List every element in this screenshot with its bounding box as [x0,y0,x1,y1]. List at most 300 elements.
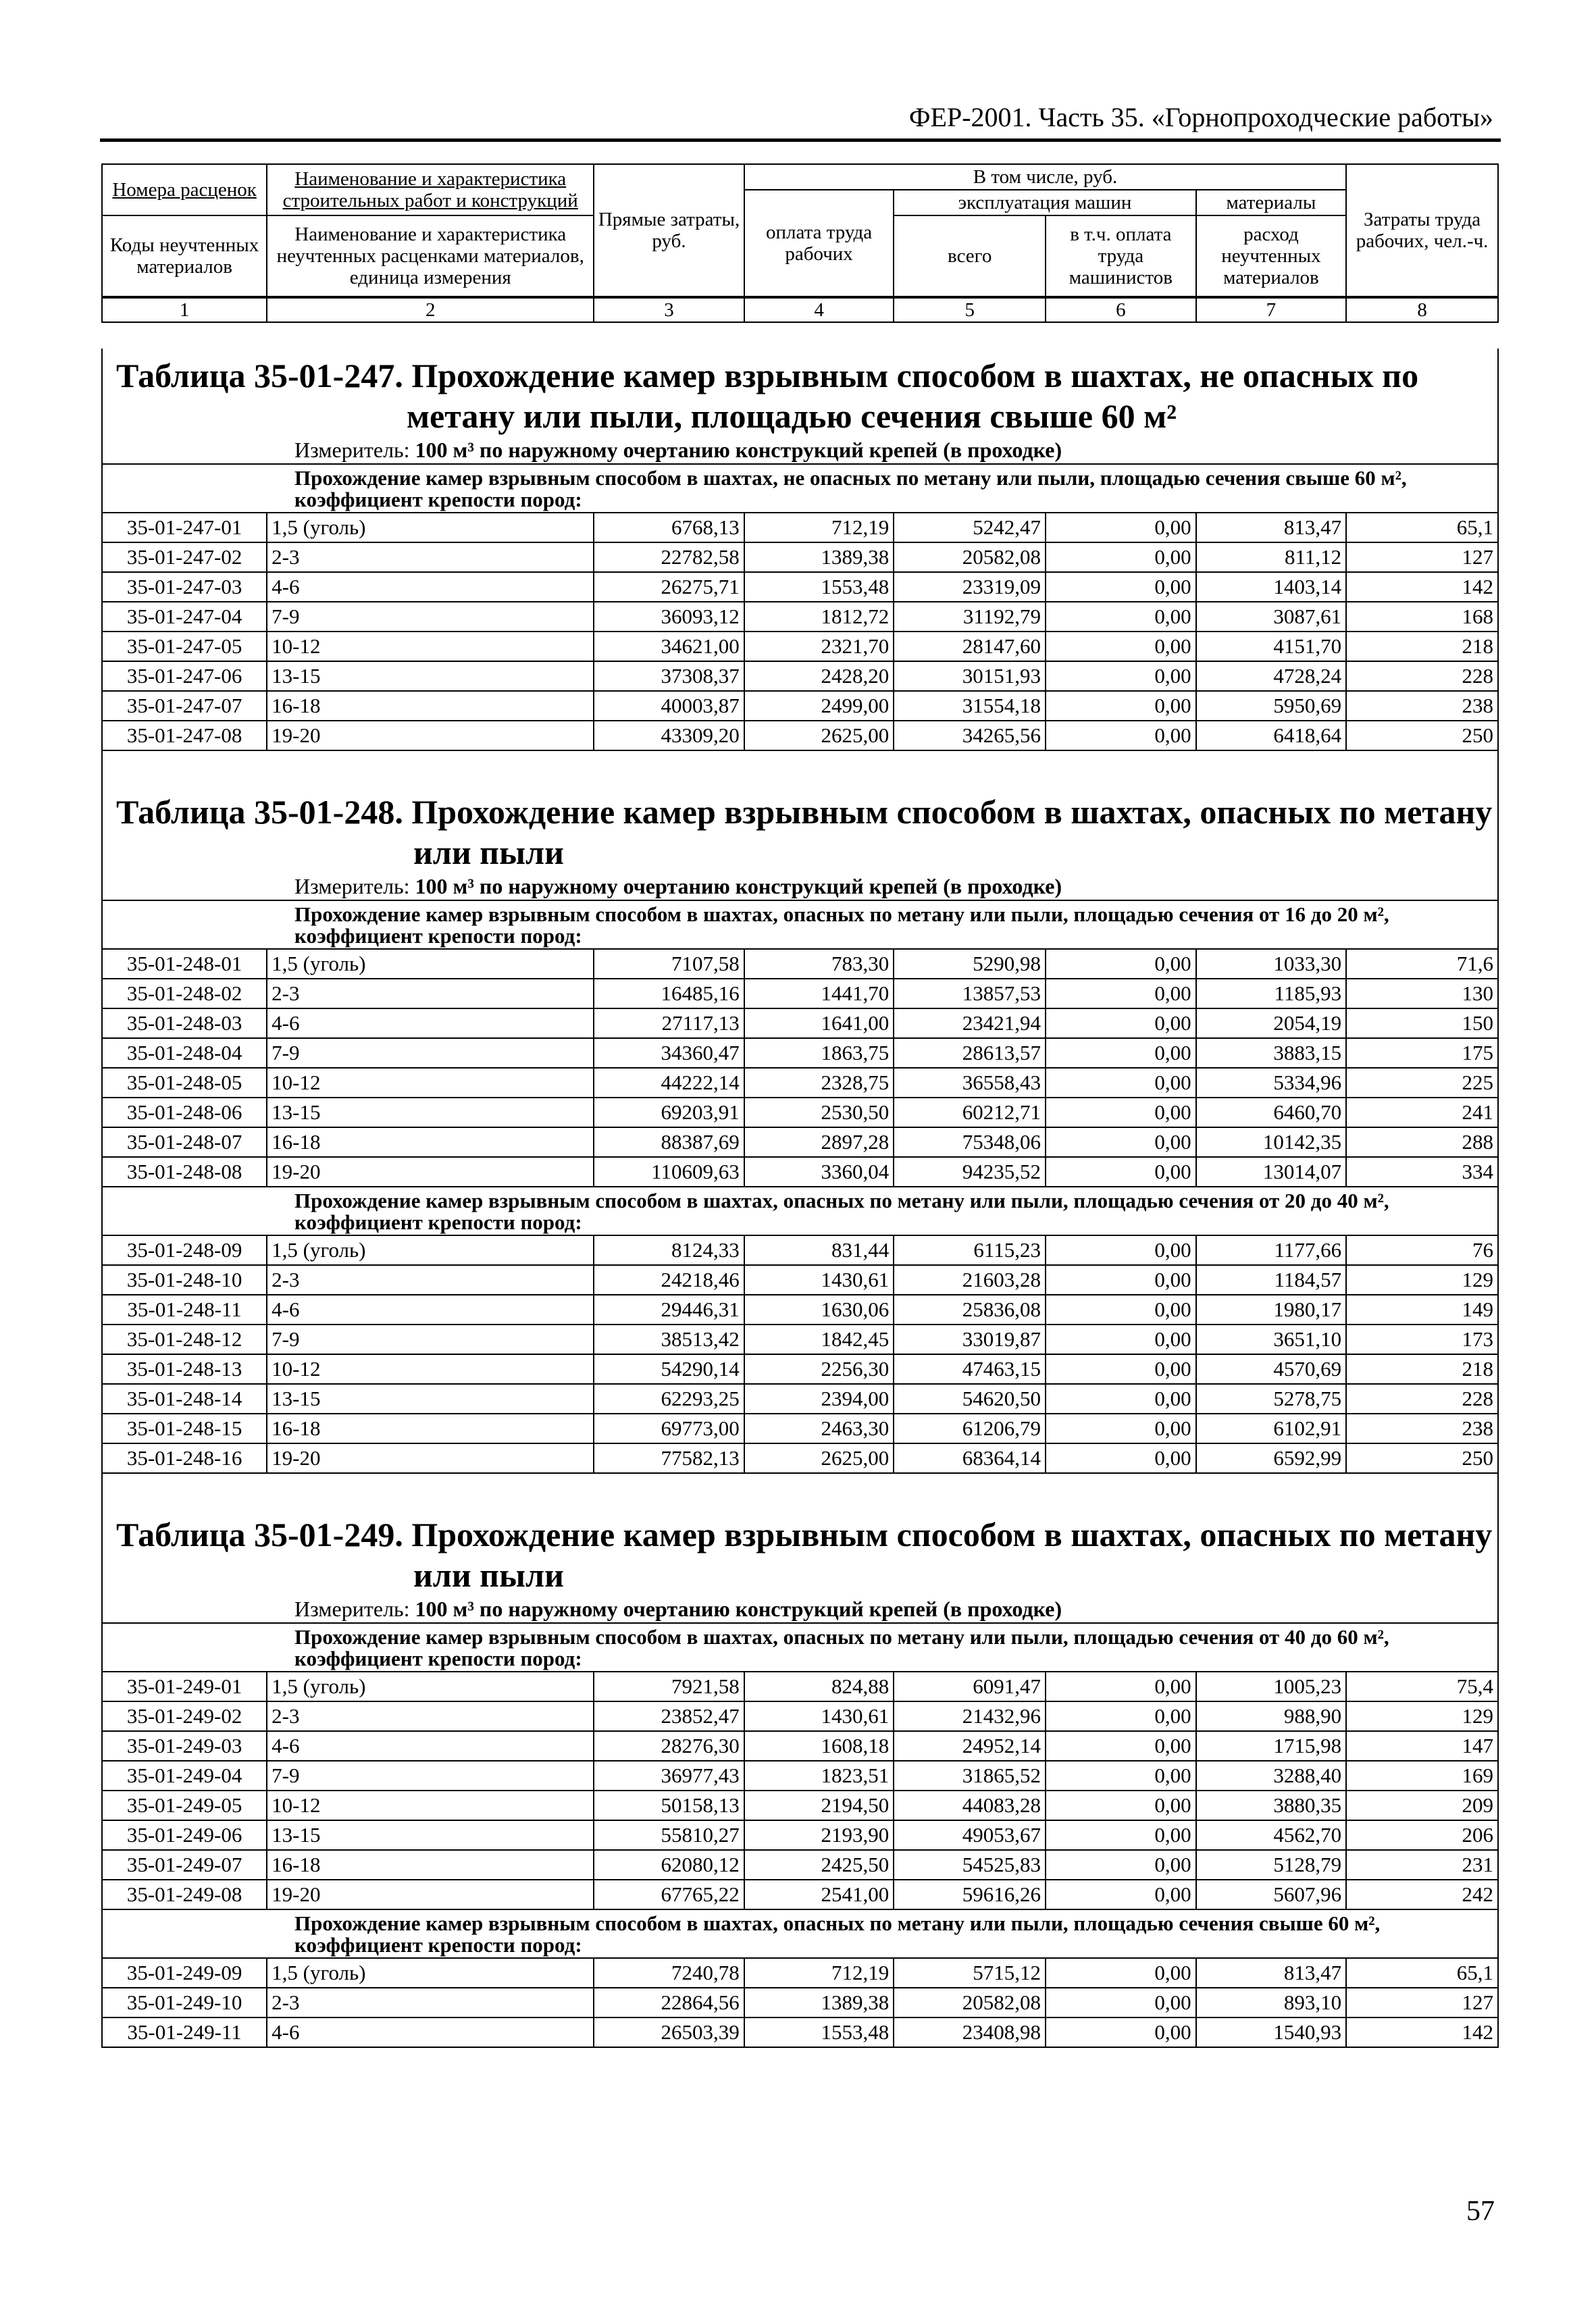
unaccounted-materials-cell: 4562,70 [1196,1820,1347,1850]
section-subtitle: Прохождение камер взрывным способом в шахтах, не опасных по метану или пыли, площадью сечения свыше 60 м², коэффициент крепости пород: [102,464,1498,513]
rock-hardness-cell: 16-18 [267,1127,594,1157]
operator-pay-cell: 0,00 [1046,1672,1196,1701]
rate-code-cell: 35-01-248-04 [102,1038,267,1068]
direct-costs-cell: 23852,47 [594,1701,744,1731]
rock-hardness-cell: 16-18 [267,1414,594,1443]
unaccounted-materials-cell: 6592,99 [1196,1443,1347,1473]
column-number: 7 [1196,298,1347,322]
unaccounted-materials-cell: 5334,96 [1196,1068,1347,1098]
operator-pay-cell: 0,00 [1046,602,1196,632]
operator-pay-cell: 0,00 [1046,721,1196,750]
operator-pay-cell: 0,00 [1046,1127,1196,1157]
column-number: 6 [1046,298,1196,322]
page-number: 57 [1466,2196,1495,2227]
labor-costs-cell: 238 [1346,691,1498,721]
direct-costs-cell: 28276,30 [594,1731,744,1761]
column-number: 8 [1346,298,1498,322]
rate-code-cell: 35-01-248-12 [102,1325,267,1354]
direct-costs-cell: 69203,91 [594,1098,744,1127]
unaccounted-materials-cell: 988,90 [1196,1701,1347,1731]
machines-total-cell: 5715,12 [894,1958,1046,1988]
labor-costs-cell: 129 [1346,1701,1498,1731]
rate-code-cell: 35-01-249-11 [102,2017,267,2047]
direct-costs-cell: 8124,33 [594,1235,744,1265]
direct-costs-cell: 88387,69 [594,1127,744,1157]
measure-value: 100 м³ по наружному очертанию конструкций крепей (в проходке) [415,438,1062,462]
rate-code-cell: 35-01-247-07 [102,691,267,721]
direct-costs-cell: 43309,20 [594,721,744,750]
worker-pay-cell: 2625,00 [744,721,894,750]
machines-total-cell: 6091,47 [894,1672,1046,1701]
rate-code-cell: 35-01-249-07 [102,1850,267,1880]
machines-total-cell: 6115,23 [894,1235,1046,1265]
operator-pay-cell: 0,00 [1046,1791,1196,1820]
direct-costs-cell: 7107,58 [594,949,744,979]
rock-hardness-cell: 13-15 [267,1384,594,1414]
rate-code-cell: 35-01-248-14 [102,1384,267,1414]
operator-pay-cell: 0,00 [1046,1354,1196,1384]
rock-hardness-cell: 19-20 [267,721,594,750]
machines-total-cell: 28613,57 [894,1038,1046,1068]
machines-total-cell: 68364,14 [894,1443,1046,1473]
operator-pay-cell: 0,00 [1046,691,1196,721]
measure-value: 100 м³ по наружному очертанию конструкций крепей (в проходке) [415,874,1062,898]
machines-total-cell: 31192,79 [894,602,1046,632]
worker-pay-cell: 1608,18 [744,1731,894,1761]
column-number-row [101,297,1499,323]
labor-costs-cell: 250 [1346,1443,1498,1473]
direct-costs-cell: 110609,63 [594,1157,744,1187]
rate-table-block [101,349,1499,751]
labor-costs-cell: 218 [1346,1354,1498,1384]
unaccounted-materials-cell: 3880,35 [1196,1791,1347,1820]
operator-pay-cell: 0,00 [1046,1384,1196,1414]
direct-costs-cell: 7921,58 [594,1672,744,1701]
table-title-line: Таблица 35-01-248. Прохождение камер взрывным способом в шахтах, опасных по метану [116,793,1493,831]
rock-hardness-cell: 4-6 [267,1008,594,1038]
unaccounted-materials-cell: 1177,66 [1196,1235,1347,1265]
unaccounted-materials-cell: 1540,93 [1196,2017,1347,2047]
operator-pay-cell: 0,00 [1046,2017,1196,2047]
worker-pay-cell: 1430,61 [744,1701,894,1731]
table-row [102,1098,1498,1127]
rock-hardness-cell: 2-3 [267,1701,594,1731]
worker-pay-cell: 1430,61 [744,1265,894,1295]
direct-costs-cell: 69773,00 [594,1414,744,1443]
labor-costs-cell: 206 [1346,1820,1498,1850]
operator-pay-cell: 0,00 [1046,1414,1196,1443]
rate-table-block [101,751,1499,1474]
table-title [103,785,1497,873]
measure-label: Измеритель: [294,438,415,462]
machines-total-cell: 31865,52 [894,1761,1046,1791]
unaccounted-materials-cell: 813,47 [1196,1958,1347,1988]
unaccounted-materials-cell: 1184,57 [1196,1265,1347,1295]
rock-hardness-cell: 7-9 [267,1761,594,1791]
machines-total-cell: 61206,79 [894,1414,1046,1443]
worker-pay-cell: 2425,50 [744,1850,894,1880]
header-materials: материалы [1196,190,1347,215]
machines-total-cell: 49053,67 [894,1820,1046,1850]
rate-code-cell: 35-01-247-05 [102,632,267,661]
table-row [102,979,1498,1008]
table-row [102,542,1498,572]
operator-pay-cell: 0,00 [1046,1008,1196,1038]
table-row [102,1354,1498,1384]
unaccounted-materials-cell: 5278,75 [1196,1384,1347,1414]
header-unaccounted-materials: расход неучтенных материалов [1196,215,1347,297]
table-row [102,1761,1498,1791]
unaccounted-materials-cell: 3651,10 [1196,1325,1347,1354]
table-row [102,1701,1498,1731]
header-labor-costs: Затраты труда рабочих, чел.-ч. [1346,164,1498,297]
operator-pay-cell: 0,00 [1046,513,1196,542]
unaccounted-materials-cell: 3288,40 [1196,1761,1347,1791]
header-direct-costs: Прямые затраты, руб. [594,164,744,297]
rock-hardness-cell: 4-6 [267,1295,594,1325]
labor-costs-cell: 334 [1346,1157,1498,1187]
labor-costs-cell: 175 [1346,1038,1498,1068]
rate-code-cell: 35-01-248-05 [102,1068,267,1098]
labor-costs-cell: 142 [1346,2017,1498,2047]
unaccounted-materials-cell: 6102,91 [1196,1414,1347,1443]
direct-costs-cell: 34621,00 [594,632,744,661]
labor-costs-cell: 228 [1346,661,1498,691]
rate-code-cell: 35-01-248-11 [102,1295,267,1325]
operator-pay-cell: 0,00 [1046,1731,1196,1761]
rate-code-cell: 35-01-248-03 [102,1008,267,1038]
unaccounted-materials-cell: 893,10 [1196,1988,1347,2017]
labor-costs-cell: 173 [1346,1325,1498,1354]
rate-code-cell: 35-01-249-06 [102,1820,267,1850]
rate-code-cell: 35-01-249-03 [102,1731,267,1761]
machines-total-cell: 21603,28 [894,1265,1046,1295]
header-rate-numbers: Номера расценок [102,164,267,215]
machines-total-cell: 13857,53 [894,979,1046,1008]
unaccounted-materials-cell: 3883,15 [1196,1038,1347,1068]
table-row [102,602,1498,632]
direct-costs-cell: 29446,31 [594,1295,744,1325]
machines-total-cell: 94235,52 [894,1157,1046,1187]
direct-costs-cell: 34360,47 [594,1038,744,1068]
header-work-name: Наименование и характеристика строительных работ и конструкций [267,164,594,215]
table-row [102,1880,1498,1909]
unaccounted-materials-cell: 10142,35 [1196,1127,1347,1157]
operator-pay-cell: 0,00 [1046,1820,1196,1850]
header-rule [100,138,1501,142]
rate-code-cell: 35-01-248-08 [102,1157,267,1187]
direct-costs-cell: 44222,14 [594,1068,744,1098]
section-subtitle: Прохождение камер взрывным способом в шахтах, опасных по метану или пыли, площадью сечения от 16 до 20 м², коэффициент крепости пород: [102,900,1498,949]
unaccounted-materials-cell: 6460,70 [1196,1098,1347,1127]
machines-total-cell: 59616,26 [894,1880,1046,1909]
worker-pay-cell: 2194,50 [744,1791,894,1820]
rock-hardness-cell: 1,5 (уголь) [267,1235,594,1265]
labor-costs-cell: 76 [1346,1235,1498,1265]
machines-total-cell: 54620,50 [894,1384,1046,1414]
table-row [102,1414,1498,1443]
rock-hardness-cell: 13-15 [267,1820,594,1850]
worker-pay-cell: 2499,00 [744,691,894,721]
unaccounted-materials-cell: 1005,23 [1196,1672,1347,1701]
unaccounted-materials-cell: 1033,30 [1196,949,1347,979]
operator-pay-cell: 0,00 [1046,979,1196,1008]
header-machines-total: всего [894,215,1046,297]
table-measure-unit [103,436,1497,463]
rate-code-cell: 35-01-248-10 [102,1265,267,1295]
rock-hardness-cell: 4-6 [267,1731,594,1761]
operator-pay-cell: 0,00 [1046,1325,1196,1354]
unaccounted-materials-cell: 6418,64 [1196,721,1347,750]
worker-pay-cell: 2897,28 [744,1127,894,1157]
column-number: 1 [102,298,267,322]
machines-total-cell: 23319,09 [894,572,1046,602]
worker-pay-cell: 2463,30 [744,1414,894,1443]
table-row [102,1235,1498,1265]
table-title-line: метану или пыли, площадью сечения свыше 60 м² [407,397,1177,435]
column-number: 4 [744,298,894,322]
rate-code-cell: 35-01-248-06 [102,1098,267,1127]
table-row [102,1008,1498,1038]
table-title-line: или пыли [413,1556,564,1594]
measure-value: 100 м³ по наружному очертанию конструкций крепей (в проходке) [415,1597,1062,1621]
unaccounted-materials-cell: 1403,14 [1196,572,1347,602]
direct-costs-cell: 7240,78 [594,1958,744,1988]
labor-costs-cell: 65,1 [1346,513,1498,542]
rock-hardness-cell: 16-18 [267,1850,594,1880]
machines-total-cell: 44083,28 [894,1791,1046,1820]
table-title [103,349,1497,436]
operator-pay-cell: 0,00 [1046,1958,1196,1988]
labor-costs-cell: 242 [1346,1880,1498,1909]
tables-container [101,349,1499,2048]
rock-hardness-cell: 2-3 [267,542,594,572]
direct-costs-cell: 22782,58 [594,542,744,572]
machines-total-cell: 23421,94 [894,1008,1046,1038]
labor-costs-cell: 142 [1346,572,1498,602]
rock-hardness-cell: 19-20 [267,1443,594,1473]
table-row [102,1127,1498,1157]
worker-pay-cell: 2328,75 [744,1068,894,1098]
header-machine-operation: эксплуатация машин [894,190,1195,215]
rock-hardness-cell: 4-6 [267,572,594,602]
direct-costs-cell: 36093,12 [594,602,744,632]
labor-costs-cell: 231 [1346,1850,1498,1880]
unaccounted-materials-cell: 4151,70 [1196,632,1347,661]
worker-pay-cell: 1389,38 [744,1988,894,2017]
operator-pay-cell: 0,00 [1046,1443,1196,1473]
direct-costs-cell: 22864,56 [594,1988,744,2017]
direct-costs-cell: 62293,25 [594,1384,744,1414]
rate-code-cell: 35-01-248-16 [102,1443,267,1473]
direct-costs-cell: 54290,14 [594,1354,744,1384]
column-number: 3 [594,298,744,322]
table-row [102,1068,1498,1098]
rock-hardness-cell: 13-15 [267,661,594,691]
rate-code-cell: 35-01-247-03 [102,572,267,602]
machines-total-cell: 21432,96 [894,1701,1046,1731]
labor-costs-cell: 250 [1346,721,1498,750]
rate-code-cell: 35-01-248-07 [102,1127,267,1157]
worker-pay-cell: 2256,30 [744,1354,894,1384]
unaccounted-materials-cell: 4570,69 [1196,1354,1347,1384]
rate-code-cell: 35-01-249-01 [102,1672,267,1701]
table-row [102,721,1498,750]
labor-costs-cell: 65,1 [1346,1958,1498,1988]
rate-code-cell: 35-01-248-15 [102,1414,267,1443]
rate-code-cell: 35-01-248-01 [102,949,267,979]
header-including: В том числе, руб. [744,164,1346,190]
operator-pay-cell: 0,00 [1046,632,1196,661]
unaccounted-materials-cell: 5128,79 [1196,1850,1347,1880]
worker-pay-cell: 1553,48 [744,572,894,602]
table-row [102,1850,1498,1880]
labor-costs-cell: 127 [1346,1988,1498,2017]
worker-pay-cell: 2321,70 [744,632,894,661]
operator-pay-cell: 0,00 [1046,1068,1196,1098]
labor-costs-cell: 228 [1346,1384,1498,1414]
direct-costs-cell: 37308,37 [594,661,744,691]
direct-costs-cell: 38513,42 [594,1325,744,1354]
rate-code-cell: 35-01-248-02 [102,979,267,1008]
section-subtitle: Прохождение камер взрывным способом в шахтах, опасных по метану или пыли, площадью сечения от 40 до 60 м², коэффициент крепости пород: [102,1623,1498,1672]
worker-pay-cell: 1812,72 [744,602,894,632]
rock-hardness-cell: 10-12 [267,632,594,661]
unaccounted-materials-cell: 2054,19 [1196,1008,1347,1038]
direct-costs-cell: 55810,27 [594,1820,744,1850]
rate-code-cell: 35-01-247-08 [102,721,267,750]
unaccounted-materials-cell: 1980,17 [1196,1295,1347,1325]
table-measure-unit [103,1595,1497,1622]
rock-hardness-cell: 1,5 (уголь) [267,1958,594,1988]
rock-hardness-cell: 13-15 [267,1098,594,1127]
rock-hardness-cell: 2-3 [267,979,594,1008]
table-row [102,1325,1498,1354]
rate-table [101,900,1499,1474]
labor-costs-cell: 147 [1346,1731,1498,1761]
worker-pay-cell: 1863,75 [744,1038,894,1068]
machines-total-cell: 20582,08 [894,542,1046,572]
section-subtitle: Прохождение камер взрывным способом в шахтах, опасных по метану или пыли, площадью сечения от 20 до 40 м², коэффициент крепости пород: [102,1187,1498,1235]
header-unaccounted-material-names: Наименование и характеристика неучтенных расценками материалов, единица измерения [267,215,594,297]
machines-total-cell: 75348,06 [894,1127,1046,1157]
table-row [102,949,1498,979]
machines-total-cell: 20582,08 [894,1988,1046,2017]
machines-total-cell: 23408,98 [894,2017,1046,2047]
direct-costs-cell: 77582,13 [594,1443,744,1473]
machines-total-cell: 60212,71 [894,1098,1046,1127]
labor-costs-cell: 149 [1346,1295,1498,1325]
table-row [102,1157,1498,1187]
labor-costs-cell: 75,4 [1346,1672,1498,1701]
machines-total-cell: 30151,93 [894,661,1046,691]
section-subtitle: Прохождение камер взрывным способом в шахтах, опасных по метану или пыли, площадью сечения свыше 60 м², коэффициент крепости пород: [102,1909,1498,1958]
worker-pay-cell: 1389,38 [744,542,894,572]
operator-pay-cell: 0,00 [1046,542,1196,572]
table-row [102,1958,1498,1988]
unaccounted-materials-cell: 5607,96 [1196,1880,1347,1909]
worker-pay-cell: 1842,45 [744,1325,894,1354]
rate-code-cell: 35-01-249-05 [102,1791,267,1820]
rate-table [101,1622,1499,2048]
worker-pay-cell: 824,88 [744,1672,894,1701]
labor-costs-cell: 130 [1346,979,1498,1008]
operator-pay-cell: 0,00 [1046,661,1196,691]
table-title-line: Таблица 35-01-249. Прохождение камер взрывным способом в шахтах, опасных по метану [116,1516,1493,1553]
rate-table-block [101,1474,1499,2048]
worker-pay-cell: 1441,70 [744,979,894,1008]
machines-total-cell: 54525,83 [894,1850,1046,1880]
worker-pay-cell: 2428,20 [744,661,894,691]
page-header: ФЕР-2001. Часть 35. «Горнопроходческие работы» [908,102,1493,132]
labor-costs-cell: 225 [1346,1068,1498,1098]
rate-code-cell: 35-01-248-13 [102,1354,267,1384]
rate-code-cell: 35-01-249-09 [102,1958,267,1988]
table-title [103,1508,1497,1595]
table-row [102,1295,1498,1325]
machines-total-cell: 5290,98 [894,949,1046,979]
labor-costs-cell: 169 [1346,1761,1498,1791]
direct-costs-cell: 50158,13 [594,1791,744,1820]
operator-pay-cell: 0,00 [1046,572,1196,602]
rate-code-cell: 35-01-247-04 [102,602,267,632]
direct-costs-cell: 24218,46 [594,1265,744,1295]
machines-total-cell: 34265,56 [894,721,1046,750]
rate-code-cell: 35-01-247-06 [102,661,267,691]
rock-hardness-cell: 16-18 [267,691,594,721]
table-row [102,661,1498,691]
measure-label: Измеритель: [294,1597,415,1621]
table-row [102,1038,1498,1068]
table-row [102,513,1498,542]
table-row [102,632,1498,661]
worker-pay-cell: 2394,00 [744,1384,894,1414]
labor-costs-cell: 150 [1346,1008,1498,1038]
worker-pay-cell: 2193,90 [744,1820,894,1850]
operator-pay-cell: 0,00 [1046,1295,1196,1325]
operator-pay-cell: 0,00 [1046,1265,1196,1295]
operator-pay-cell: 0,00 [1046,1850,1196,1880]
unaccounted-materials-cell: 1185,93 [1196,979,1347,1008]
rock-hardness-cell: 1,5 (уголь) [267,949,594,979]
table-row [102,1443,1498,1473]
labor-costs-cell: 209 [1346,1791,1498,1820]
direct-costs-cell: 67765,22 [594,1880,744,1909]
worker-pay-cell: 831,44 [744,1235,894,1265]
table-row [102,1791,1498,1820]
column-header-table [101,163,1499,297]
header-unaccounted-material-codes: Коды неучтенных материалов [102,215,267,297]
labor-costs-cell: 238 [1346,1414,1498,1443]
rate-table [101,463,1499,751]
rock-hardness-cell: 10-12 [267,1068,594,1098]
worker-pay-cell: 3360,04 [744,1157,894,1187]
direct-costs-cell: 26503,39 [594,2017,744,2047]
rate-code-cell: 35-01-247-02 [102,542,267,572]
rate-code-cell: 35-01-249-04 [102,1761,267,1791]
table-row [102,1672,1498,1701]
table-row [102,1265,1498,1295]
labor-costs-cell: 71,6 [1346,949,1498,979]
machines-total-cell: 36558,43 [894,1068,1046,1098]
machines-total-cell: 31554,18 [894,691,1046,721]
machines-total-cell: 28147,60 [894,632,1046,661]
worker-pay-cell: 2625,00 [744,1443,894,1473]
labor-costs-cell: 127 [1346,542,1498,572]
machines-total-cell: 33019,87 [894,1325,1046,1354]
worker-pay-cell: 1630,06 [744,1295,894,1325]
machines-total-cell: 24952,14 [894,1731,1046,1761]
